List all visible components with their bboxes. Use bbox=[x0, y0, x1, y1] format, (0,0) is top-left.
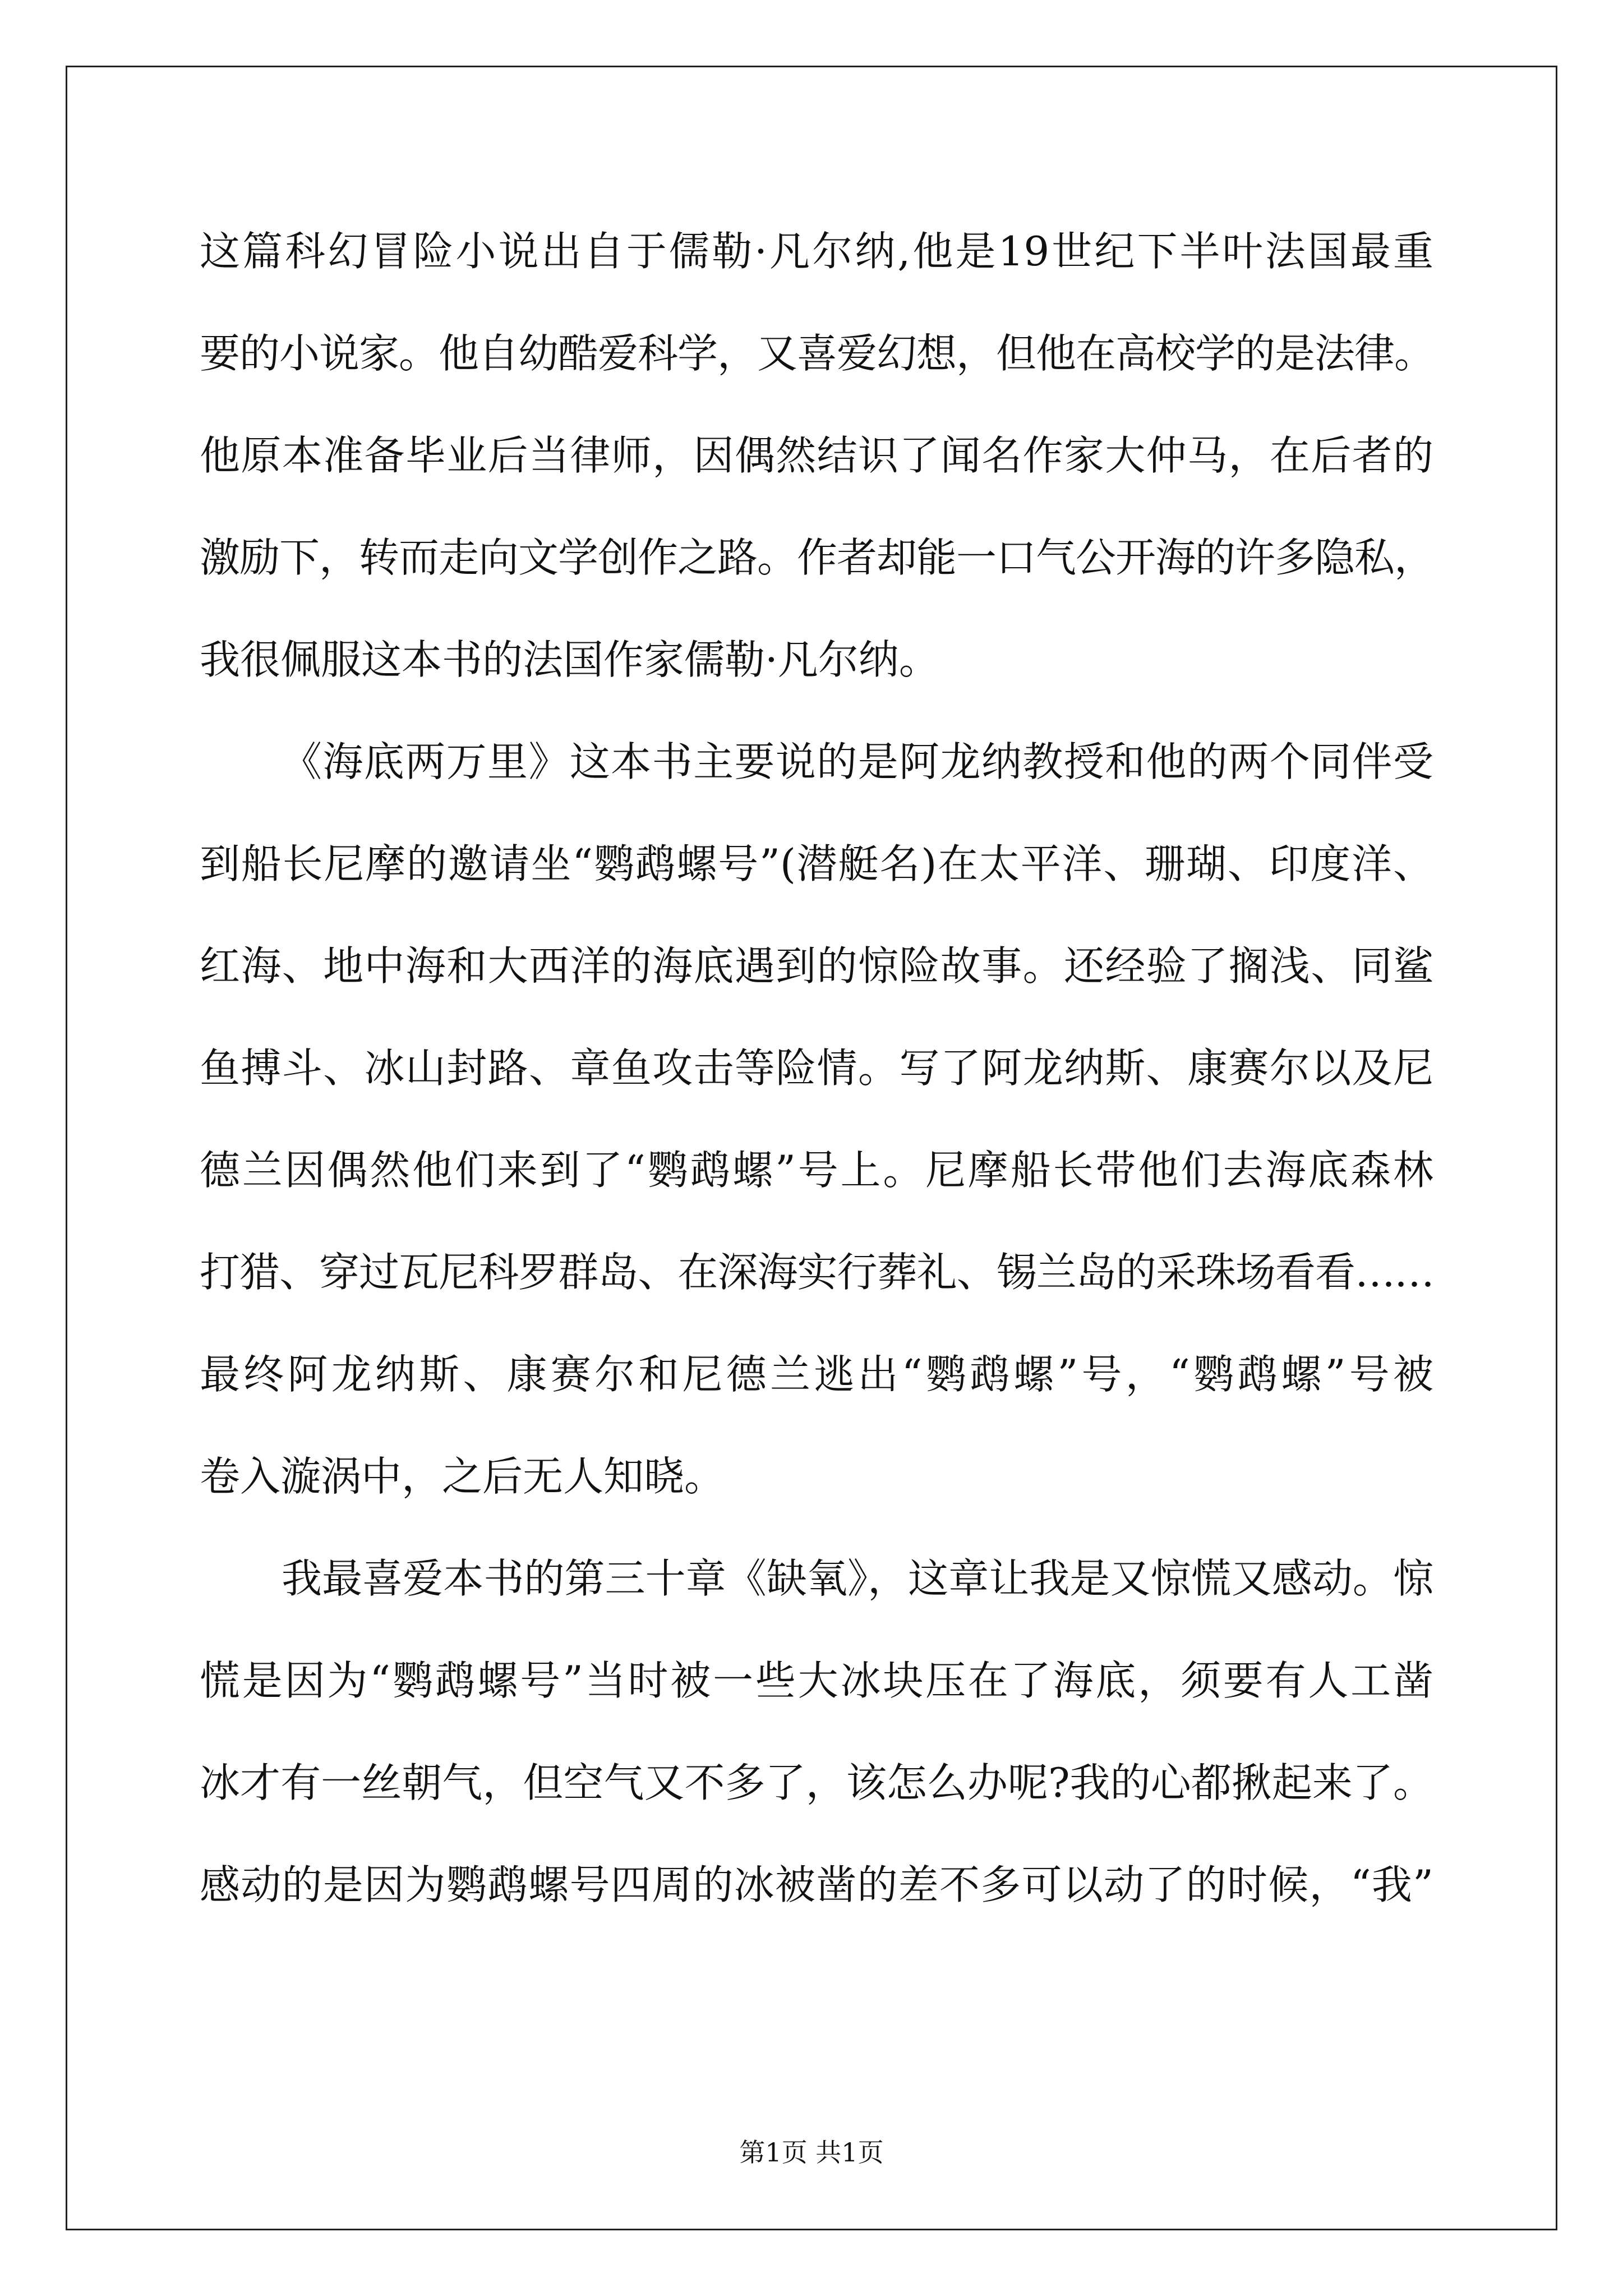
page-footer: 第1页 共1页 bbox=[739, 2137, 884, 2168]
text-line: 卷入漩涡中，之后无人知晓。 bbox=[200, 1453, 725, 1500]
text-line: 他原本准备毕业后当律师，因偶然结识了闻名作家大仲马，在后者的 bbox=[200, 432, 1433, 479]
text-line: 最终阿龙纳斯、康赛尔和尼德兰逃出“鹦鹉螺”号，“鹦鹉螺”号被 bbox=[200, 1351, 1433, 1398]
text-line: 红海、地中海和大西洋的海底遇到的惊险故事。还经验了搁浅、同鲨 bbox=[200, 942, 1433, 990]
text-line: 冰才有一丝朝气，但空气又不多了，该怎么办呢?我的心都揪起来了。 bbox=[200, 1759, 1433, 1806]
text-line: 要的小说家。他自幼酷爱科学，又喜爱幻想，但他在高校学的是法律。 bbox=[200, 330, 1433, 377]
text-line: 我最喜爱本书的第三十章《缺氧》，这章让我是又惊慌又感动。惊 bbox=[282, 1555, 1433, 1602]
text-line: 打猎、穿过瓦尼科罗群岛、在深海实行葬礼、锡兰岛的采珠场看看…… bbox=[200, 1249, 1433, 1296]
text-line: 感动的是因为鹦鹉螺号四周的冰被凿的差不多可以动了的时候，“我” bbox=[200, 1861, 1433, 1908]
text-line: 《海底两万里》这本书主要说的是阿龙纳教授和他的两个同伴受 bbox=[282, 738, 1433, 785]
text-line: 到船长尼摩的邀请坐“鹦鹉螺号”(潜艇名)在太平洋、珊瑚、印度洋、 bbox=[200, 840, 1433, 887]
text-line: 这篇科幻冒险小说出自于儒勒·凡尔纳,他是19世纪下半叶法国最重 bbox=[200, 228, 1433, 275]
text-line: 我很佩服这本书的法国作家儒勒·凡尔纳。 bbox=[200, 636, 939, 683]
text-line: 激励下，转而走向文学创作之路。作者却能一口气公开海的许多隐私， bbox=[200, 534, 1433, 581]
text-line: 德兰因偶然他们来到了“鹦鹉螺”号上。尼摩船长带他们去海底森林 bbox=[200, 1147, 1433, 1194]
text-line: 鱼搏斗、冰山封路、章鱼攻击等险情。写了阿龙纳斯、康赛尔以及尼 bbox=[200, 1045, 1433, 1092]
text-line: 慌是因为“鹦鹉螺号”当时被一些大冰块压在了海底，须要有人工凿 bbox=[200, 1657, 1433, 1704]
